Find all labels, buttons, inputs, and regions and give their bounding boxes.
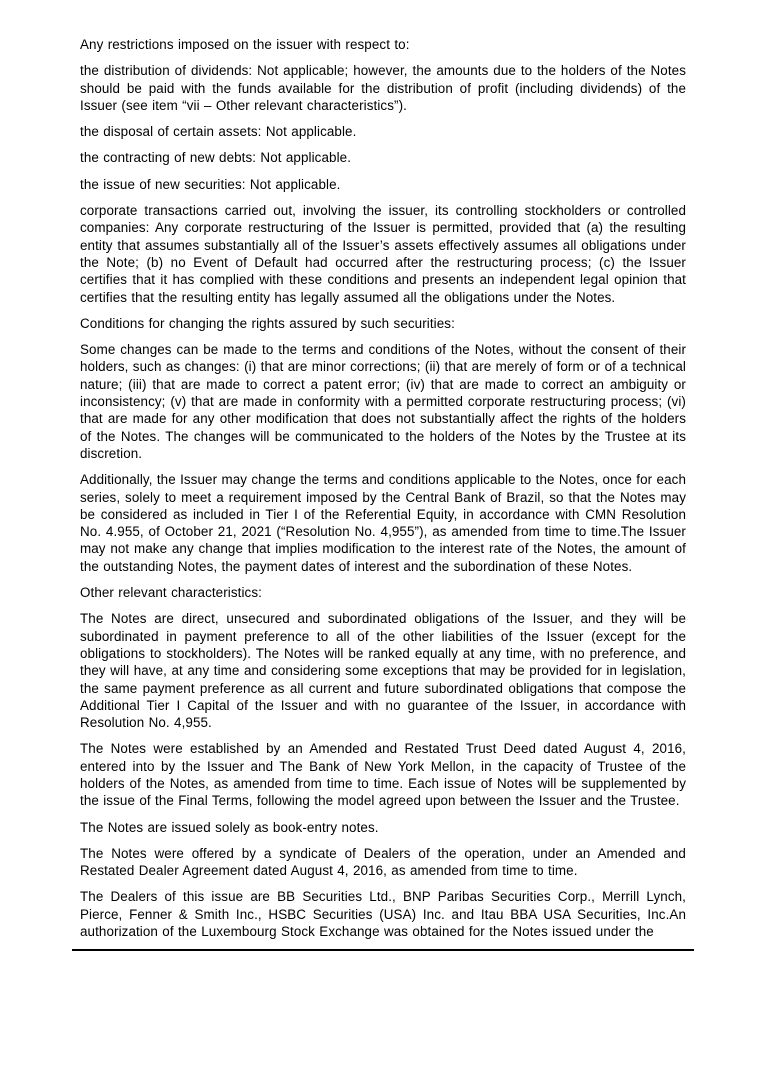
paragraph-contracting-new-debts: the contracting of new debts: Not applicable. — [80, 150, 352, 166]
paragraph-changes-without-consent: Some changes can be made to the terms and conditions of the Notes, without the consent of their holders, such as changes: (i) that are minor corrections; (ii) that are merely of form or of a technical nature; (iii) that are made to correct a patent error; (iv) that are made to correct an ambiguity or inconsistency; (v) that are made in conformity with a permitted corporate restructuring process; (vi) that are made for any other modification that does not substantially affect the rights of the holders of the Notes. The changes will be communicated to the holders of the Notes by the Trustee at its discretion. — [80, 342, 686, 461]
paragraph-corporate-transactions: corporate transactions carried out, involving the issuer, its controlling stockholders or controlled companies: Any corporate restructuring of the Issuer is permitted, provided that (a) the resulting entity that assumes substantially all of the Issuer’s assets effectively assumes all obligations under the Note; (b) no Event of Default had occurred after the restructuring process; (c) the Issuer certifies that it has complied with these conditions and presents an independent legal opinion that certifies that the resulting entity has legally assumed all the obligations under the Notes. — [80, 203, 686, 305]
paragraph-trust-deed: The Notes were established by an Amended and Restated Trust Deed dated August 4, 2016, entered into by the Issuer and The Bank of New York Mellon, in the capacity of Trustee of the holders of the Notes, as amended from time to time. Each issue of Notes will be supplemented by the issue of the Final Terms, following the model agreed upon between the Issuer and the Trustee. — [80, 741, 686, 809]
paragraph-subordinated-obligations: The Notes are direct, unsecured and subordinated obligations of the Issuer, and they will be subordinated in payment preference to all of the other liabilities of the Issuer (except for the obligations to stockholders). The Notes will be ranked equally at any time, with no preference, and they will have, at any time and considering some exceptions that may be provided for in legislation, the same payment preference as all current and future subordinated obligations that compose the Additional Tier I Capital of the Issuer and with no guarantee of the Issuer, in accordance with Resolution No. 4,955. — [80, 611, 686, 731]
paragraph-book-entry-notes: The Notes are issued solely as book-entry notes. — [80, 819, 379, 835]
document-body — [80, 36, 686, 951]
paragraph-distribution-of-dividends: the distribution of dividends: Not applicable; however, the amounts due to the holders of the Notes should be paid with the funds available for the distribution of profit (including dividends) of the Issuer (see item “vii – Other relevant characteristics”). — [80, 63, 686, 113]
paragraph-issue-new-securities: the issue of new securities: Not applicable. — [80, 176, 341, 192]
paragraph-dealer-agreement: The Notes were offered by a syndicate of Dealers of the operation, under an Amended and Restated Dealer Agreement dated August 4, 2016, as amended from time to time. — [80, 845, 686, 879]
paragraph-disposal-of-assets: the disposal of certain assets: Not applicable. — [80, 124, 357, 140]
paragraph-dealers-list: The Dealers of this issue are BB Securities Ltd., BNP Paribas Securities Corp., Merrill Lynch, Pierce, Fenner & Smith Inc., HSBC Securities (USA) Inc. and Itau BBA USA Securities, Inc.An authorization of the Luxembourg Stock Exchange was obtained for the Notes issued under the — [80, 889, 686, 940]
bottom-rule — [72, 949, 694, 951]
paragraph-conditions-heading: Conditions for changing the rights assured by such securities: — [80, 315, 455, 331]
paragraph-other-characteristics-heading: Other relevant characteristics: — [80, 585, 262, 601]
paragraph-restrictions-heading: Any restrictions imposed on the issuer with respect to: — [80, 37, 410, 52]
paragraph-central-bank-requirement: Additionally, the Issuer may change the terms and conditions applicable to the Notes, once for each series, solely to meet a requirement imposed by the Central Bank of Brazil, so that the Notes may be considered as included in Tier I of the Referential Equity, in accordance with CMN Resolution No. 4.955, of October 21, 2021 (“Resolution No. 4,955”), as amended from time to time.The Issuer may not make any change that implies modification to the interest rate of the Notes, the amount of the outstanding Notes, the payment dates of interest and the subordination of these Notes. — [80, 472, 686, 574]
